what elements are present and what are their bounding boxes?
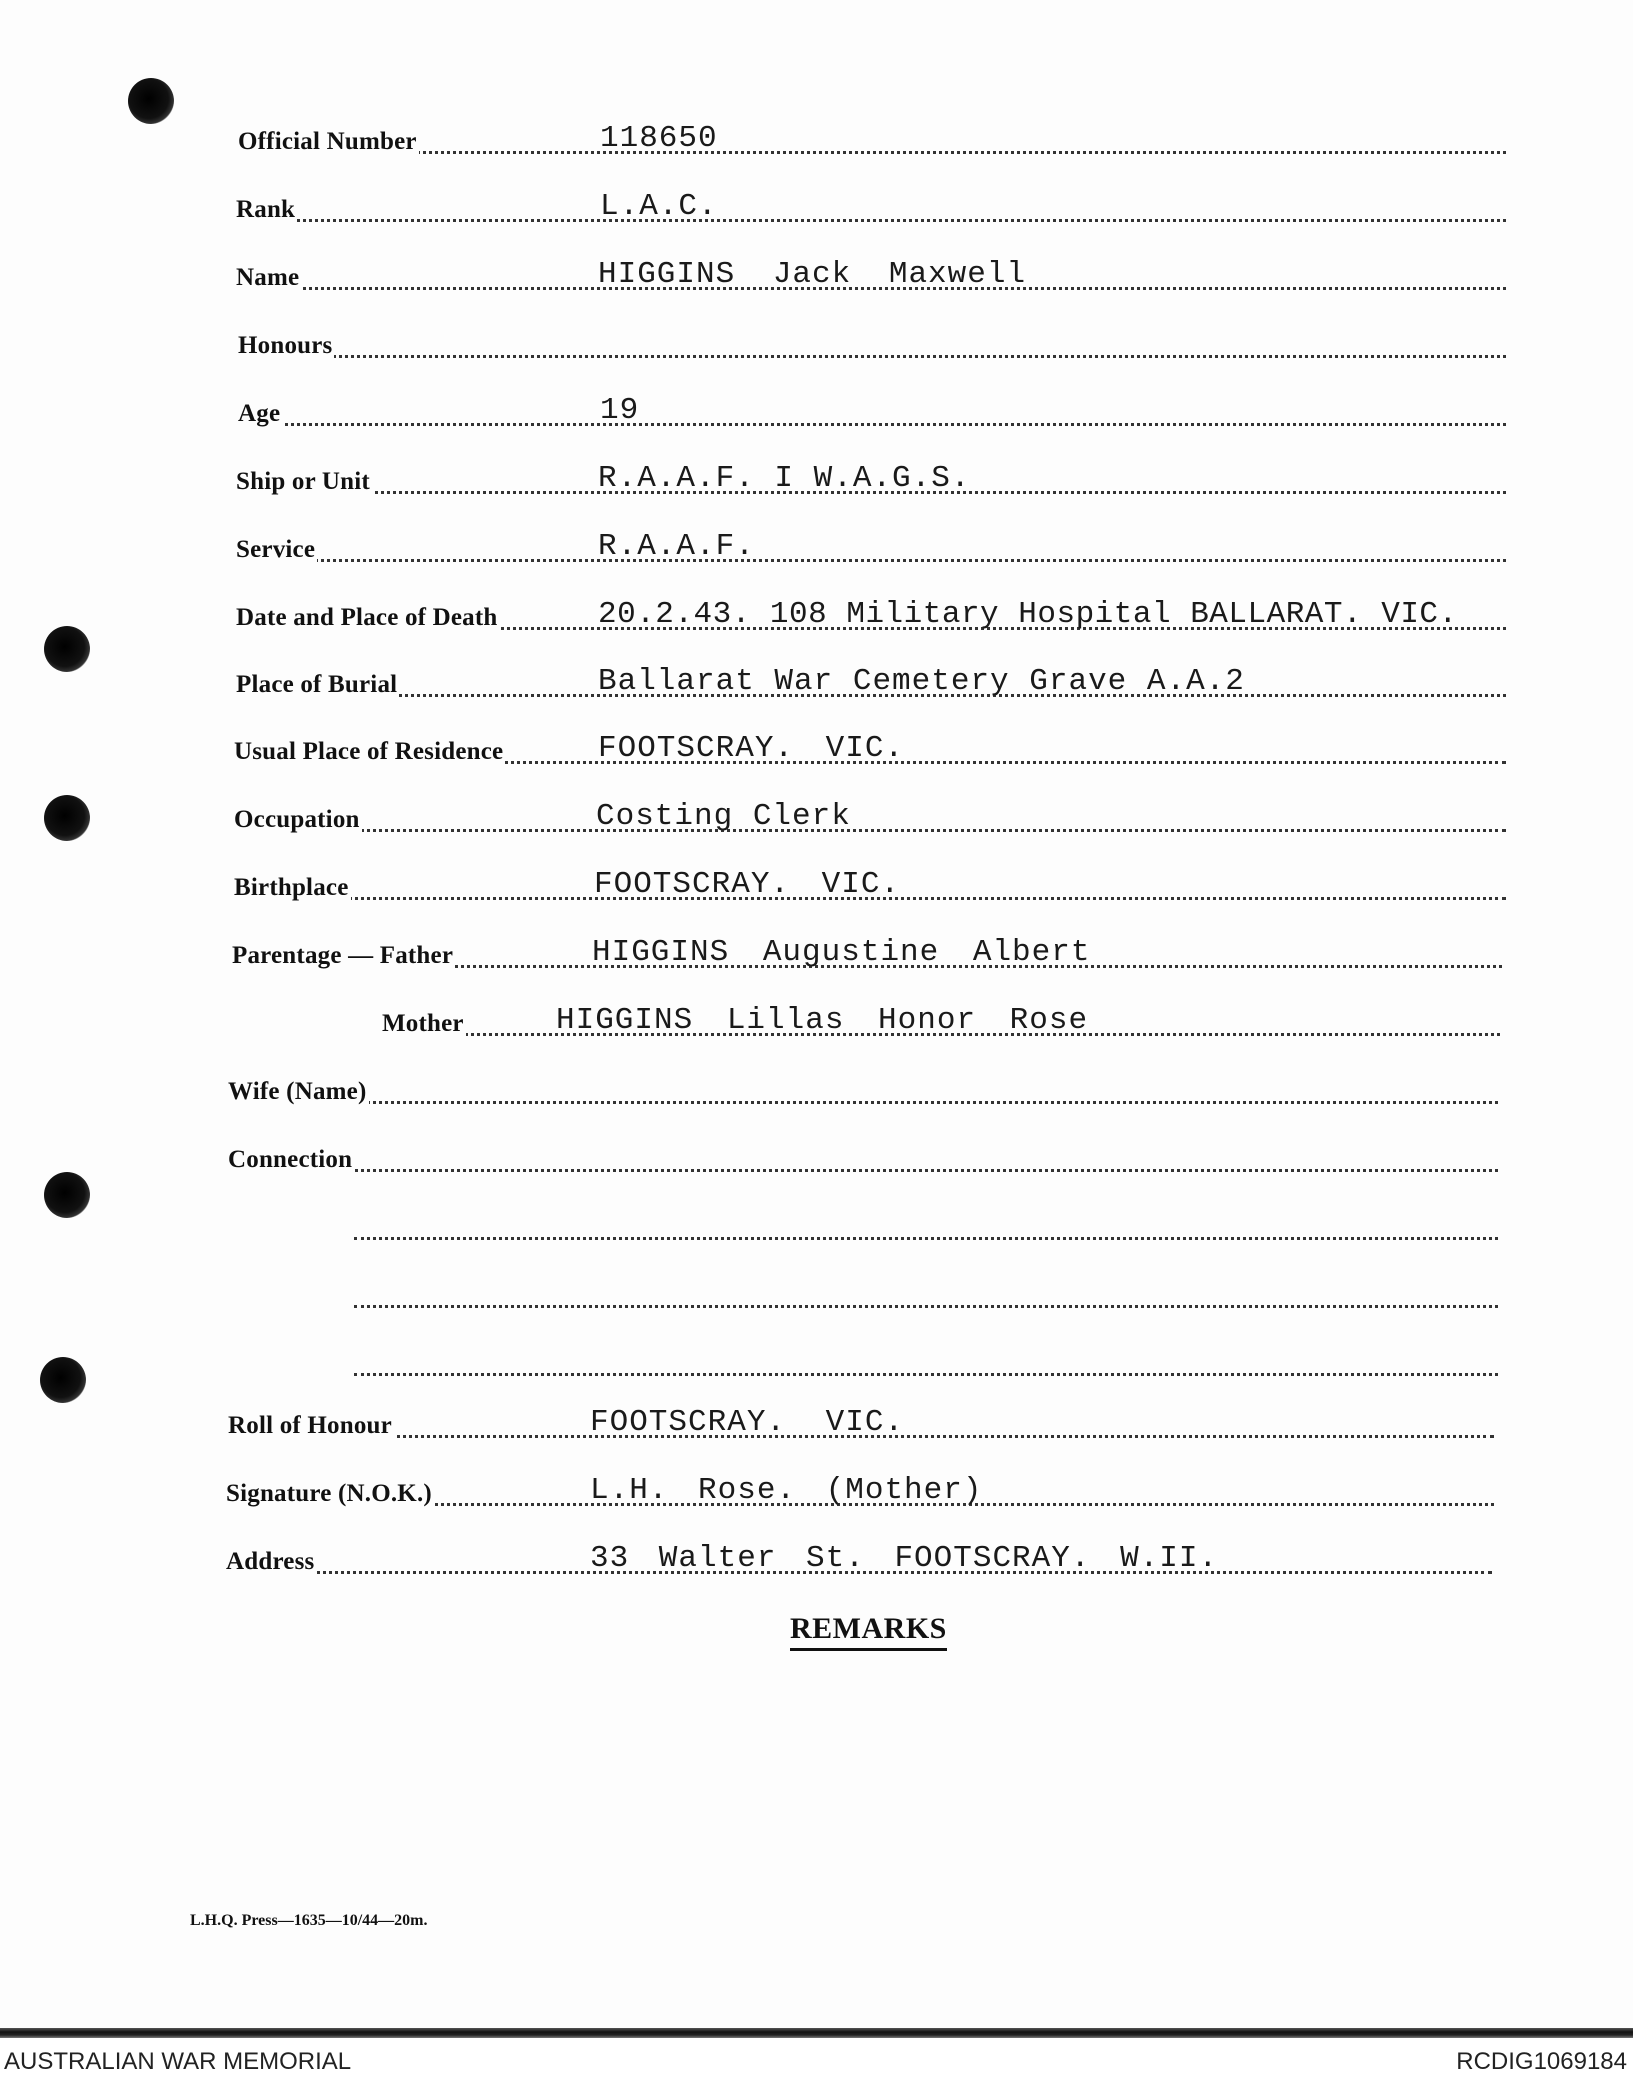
field-value: FOOTSCRAY. VIC.	[594, 867, 901, 902]
blank-line	[0, 1266, 1633, 1322]
field-label: Wife (Name)	[228, 1078, 367, 1105]
field-label: Service	[236, 536, 316, 563]
field-label: Signature (N.O.K.)	[226, 1480, 432, 1507]
field-label: Honours	[238, 332, 333, 359]
dotted-line	[354, 1305, 1498, 1308]
dotted-line	[354, 1373, 1498, 1376]
field-father	[0, 926, 1633, 982]
field-label: Official Number	[238, 128, 417, 155]
field-value: Costing Clerk	[596, 799, 851, 834]
field-value: HIGGINS Jack Maxwell	[598, 257, 1027, 292]
field-value: R.A.A.F. I W.A.G.S.	[598, 461, 971, 496]
dotted-line	[238, 355, 1506, 358]
field-label: Parentage — Father	[232, 942, 454, 969]
field-wife	[0, 1062, 1633, 1118]
blank-line	[0, 1334, 1633, 1390]
dotted-line	[354, 1237, 1498, 1240]
field-name	[0, 248, 1633, 304]
field-value: 19	[600, 393, 640, 428]
field-value: R.A.A.F.	[598, 529, 755, 564]
dotted-line	[238, 151, 1506, 154]
field-roll-of-honour	[0, 1396, 1633, 1452]
field-value: HIGGINS Augustine Albert	[592, 935, 1091, 970]
field-birthplace	[0, 858, 1633, 914]
field-label: Place of Burial	[236, 671, 398, 698]
field-value: 118650	[600, 121, 718, 156]
field-address	[0, 1532, 1633, 1588]
archive-footer	[0, 2040, 1633, 2082]
field-label: Mother	[382, 1010, 464, 1037]
field-rank	[0, 180, 1633, 236]
field-value: 33 Walter St. FOOTSCRAY. W.II.	[590, 1541, 1219, 1576]
field-label: Address	[226, 1548, 315, 1575]
dotted-line	[234, 829, 1506, 832]
remarks-heading: REMARKS	[790, 1612, 947, 1651]
field-value: L.H. Rose. (Mother)	[590, 1473, 983, 1508]
dotted-line	[228, 1101, 1498, 1104]
field-label: Name	[236, 264, 300, 291]
field-value: FOOTSCRAY. VIC.	[590, 1405, 905, 1440]
field-label: Age	[238, 400, 281, 427]
field-label: Usual Place of Residence	[234, 738, 504, 765]
field-label: Roll of Honour	[228, 1412, 392, 1439]
dotted-line	[228, 1169, 1498, 1172]
field-honours	[0, 316, 1633, 372]
blank-line	[0, 1198, 1633, 1254]
dotted-line	[236, 559, 1506, 562]
field-usual-residence	[0, 722, 1633, 778]
dotted-line	[236, 219, 1506, 222]
field-label: Rank	[236, 196, 296, 223]
dotted-line	[238, 423, 1506, 426]
field-official-number	[0, 112, 1633, 168]
page-edge-rule	[0, 2028, 1633, 2038]
field-value: HIGGINS Lillas Honor Rose	[556, 1003, 1089, 1038]
field-age	[0, 384, 1633, 440]
field-label: Birthplace	[234, 874, 349, 901]
field-value: Ballarat War Cemetery Grave A.A.2	[598, 664, 1245, 699]
field-occupation	[0, 790, 1633, 846]
field-service	[0, 520, 1633, 576]
field-date-place-death	[0, 588, 1633, 644]
field-mother	[0, 994, 1633, 1050]
field-signature	[0, 1464, 1633, 1520]
field-ship-or-unit	[0, 452, 1633, 508]
field-value: L.A.C.	[600, 189, 718, 224]
field-value: FOOTSCRAY. VIC.	[598, 731, 905, 766]
field-place-of-burial	[0, 655, 1633, 711]
printer-imprint: L.H.Q. Press—1635—10/44—20m.	[190, 1912, 428, 1929]
catalogue-id: RCDIG1069184	[1456, 2048, 1627, 2075]
field-value: 20.2.43. 108 Military Hospital BALLARAT. VIC.	[598, 597, 1458, 632]
field-label: Occupation	[234, 806, 360, 833]
institution-name: AUSTRALIAN WAR MEMORIAL	[4, 2048, 352, 2075]
field-connection	[0, 1130, 1633, 1186]
field-label: Connection	[228, 1146, 353, 1173]
field-label: Ship or Unit	[236, 468, 370, 495]
field-label: Date and Place of Death	[236, 604, 498, 631]
